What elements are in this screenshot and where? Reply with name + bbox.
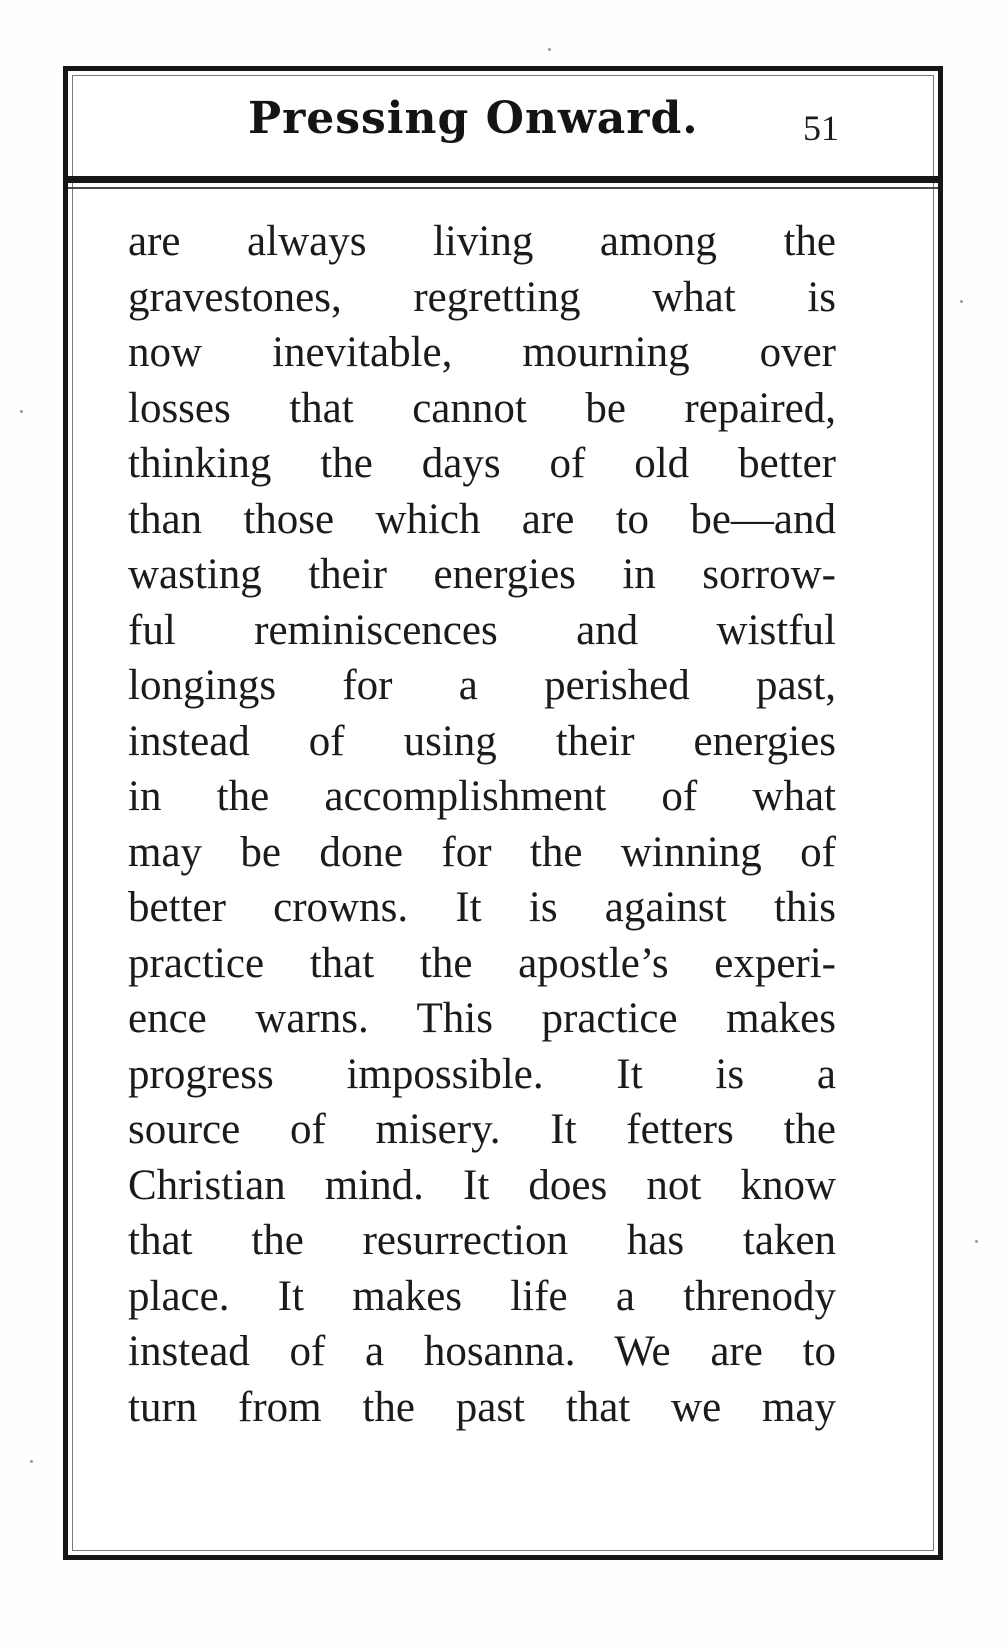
paper-speck <box>30 1460 33 1463</box>
text-line: Christian mind. It does not know <box>128 1161 836 1209</box>
page-number: 51 <box>803 108 839 148</box>
text-line: that the resurrection has taken <box>128 1217 836 1264</box>
text-line: are always living among the <box>128 218 836 265</box>
text-line: thinking the days of old better <box>128 440 836 487</box>
text-line: may be done for the winning of <box>128 828 836 876</box>
text-line: ful reminiscences and wistful <box>128 606 836 654</box>
text-line: now inevitable, mourning over <box>128 329 836 376</box>
text-line: gravestones, regretting what is <box>128 273 836 321</box>
paper-speck <box>960 300 963 303</box>
paper-speck <box>20 410 23 413</box>
text-line: instead of a hosanna. We are to <box>128 1328 836 1375</box>
text-line: better crowns. It is against this <box>128 884 836 931</box>
text-line: place. It makes life a threnody <box>128 1272 836 1320</box>
text-line: instead of using their energies <box>128 717 836 765</box>
body-text <box>128 214 836 1435</box>
running-title: Pressing Onward. <box>248 93 699 144</box>
text-line: losses that cannot be repaired, <box>128 384 836 432</box>
page-header <box>68 71 938 183</box>
header-rule <box>68 187 938 189</box>
text-line: ence warns. This practice makes <box>128 995 836 1042</box>
paper-speck <box>548 48 551 51</box>
text-line: practice that the apostle’s experi- <box>128 939 836 987</box>
text-line: progress impossible. It is a <box>128 1050 836 1098</box>
text-line: in the accomplishment of what <box>128 773 836 820</box>
text-line: wasting their energies in sorrow- <box>128 551 836 598</box>
text-line: turn from the past that we may <box>128 1383 836 1431</box>
text-line: longings for a perished past, <box>128 662 836 709</box>
text-line: source of misery. It fetters the <box>128 1106 836 1153</box>
text-line: than those which are to be—and <box>128 495 836 543</box>
paper-speck <box>975 1240 978 1243</box>
